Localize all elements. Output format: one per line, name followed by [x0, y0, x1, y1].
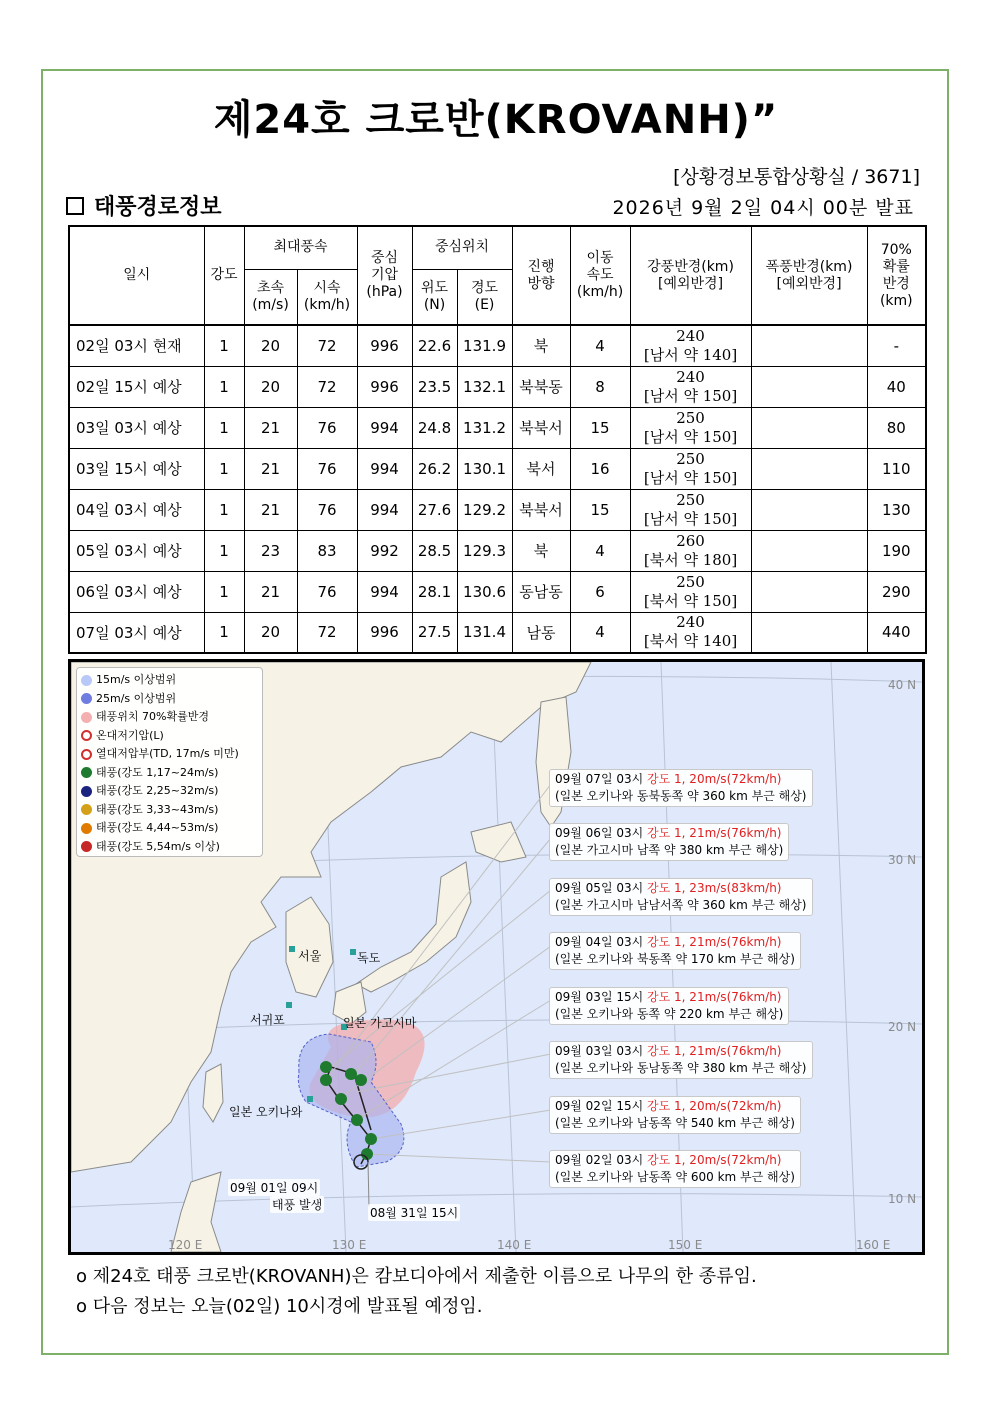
- cell-prob: 80: [867, 407, 926, 448]
- cell-speed: 4: [570, 325, 630, 366]
- callout-line-1: [555, 1043, 807, 1060]
- cell-wind-kmh: 76: [297, 448, 357, 489]
- cell-pressure: 996: [357, 325, 412, 366]
- table-row: [69, 571, 926, 612]
- cell-lon: 131.9: [457, 325, 512, 366]
- checkbox-square-icon: [66, 197, 84, 215]
- office-label: [상황경보통합상황실 / 3671]: [673, 166, 920, 188]
- section-heading: [66, 190, 222, 221]
- cell-lon: 132.1: [457, 366, 512, 407]
- legend-label: 태풍(강도 1,17~24m/s): [96, 765, 219, 779]
- callout-location: (일본 오키나와 동북동쪽 약 360 km 부근 해상): [555, 789, 807, 803]
- cell-prob: 40: [867, 366, 926, 407]
- cell-lat: 28.1: [412, 571, 457, 612]
- callout-time: 09월 05일 03시: [555, 881, 644, 895]
- gale-radius-value: 250: [676, 449, 705, 468]
- gale-radius-value: 250: [676, 572, 705, 591]
- legend-label: 열대저압부(TD, 17m/s 미만): [96, 747, 239, 760]
- header-wind-kmh: 시속 (km/h): [297, 269, 357, 325]
- cell-prob: 290: [867, 571, 926, 612]
- typhoon-track-table: [68, 225, 927, 654]
- typhoon-navy-icon: [81, 786, 92, 797]
- callout-line-1: [555, 989, 783, 1006]
- cell-pressure: 994: [357, 571, 412, 612]
- typhoon-orange-icon: [81, 823, 92, 834]
- header-direction: 진행 방향: [512, 226, 570, 325]
- callout-location: (일본 오키나와 동쪽 약 220 km 부근 해상): [555, 1007, 784, 1021]
- cell-lon: 130.6: [457, 571, 512, 612]
- cell-gale-radius: [630, 571, 751, 612]
- lon-label-130: 130 E: [332, 1238, 367, 1252]
- typhoon-red-icon: [81, 841, 92, 852]
- callout-strength: 강도 1, 21m/s(76km/h): [647, 935, 782, 949]
- cell-lat: 28.5: [412, 530, 457, 571]
- cell-gale-radius: [630, 612, 751, 653]
- cell-wind-ms: 20: [244, 325, 297, 366]
- cell-wind-kmh: 72: [297, 366, 357, 407]
- cell-pressure: 992: [357, 530, 412, 571]
- gale-radius-exception: [남서 약 140]: [643, 345, 738, 364]
- cell-prob: -: [867, 325, 926, 366]
- header-wind-ms: 초속 (m/s): [244, 269, 297, 325]
- cell-speed: 15: [570, 489, 630, 530]
- legend-item: [81, 745, 258, 764]
- track-callout: [549, 823, 789, 861]
- track-callout: [549, 1150, 801, 1188]
- cell-direction: 북북서: [512, 489, 570, 530]
- callout-strength: 강도 1, 21m/s(76km/h): [647, 990, 782, 1004]
- place-label-kagoshima: 일본 가고시마: [343, 1016, 417, 1030]
- gale-radius-exception: [남서 약 150]: [643, 386, 738, 405]
- lat-label-10: 10 N: [888, 1192, 917, 1206]
- callout-location: (일본 가고시마 남쪽 약 380 km 부근 해상): [555, 843, 784, 857]
- legend-label: 15m/s 이상범위: [96, 673, 177, 686]
- callout-time: 09월 03일 03시: [555, 1044, 644, 1058]
- cell-wind-ms: 21: [244, 448, 297, 489]
- cell-direction: 북서: [512, 448, 570, 489]
- cell-wind-ms: 20: [244, 612, 297, 653]
- track-callout: [549, 769, 813, 807]
- table-row: [69, 407, 926, 448]
- header-pressure: 중심 기압 (hPa): [357, 226, 412, 325]
- cell-pressure: 996: [357, 612, 412, 653]
- callout-time: 09월 07일 03시: [555, 772, 644, 786]
- legend-item: [81, 801, 258, 820]
- typhoon-icon: [365, 1133, 377, 1145]
- callout-line-1: [555, 880, 807, 897]
- callout-location: (일본 가고시마 남남서쪽 약 360 km 부근 해상): [555, 898, 807, 912]
- cell-direction: 북: [512, 325, 570, 366]
- header-max-wind: 최대풍속: [244, 226, 357, 269]
- header-lat: 위도 (N): [412, 269, 457, 325]
- cell-intensity: 1: [204, 530, 244, 571]
- cell-wind-kmh: 72: [297, 612, 357, 653]
- cell-lon: 131.2: [457, 407, 512, 448]
- table-row: [69, 366, 926, 407]
- callout-location: (일본 오키나와 남동쪽 약 600 km 부근 해상): [555, 1170, 795, 1184]
- cell-datetime: 02일 15시 예상: [69, 366, 204, 407]
- lat-label-20: 20 N: [888, 1020, 917, 1034]
- callout-line-1: [555, 825, 783, 842]
- seogwipo-marker-icon: [286, 1002, 292, 1008]
- issued-time: 2026년 9월 2일 04시 00분 발표: [612, 197, 914, 219]
- cell-lat: 27.6: [412, 489, 457, 530]
- cell-intensity: 1: [204, 448, 244, 489]
- callout-strength: 강도 1, 21m/s(76km/h): [647, 1044, 782, 1058]
- cell-speed: 6: [570, 571, 630, 612]
- callout-time: 09월 03일 15시: [555, 990, 644, 1004]
- cell-speed: 15: [570, 407, 630, 448]
- gale-radius-value: 250: [676, 408, 705, 427]
- cell-prob: 440: [867, 612, 926, 653]
- table-row: [69, 448, 926, 489]
- header-lon: 경도 (E): [457, 269, 512, 325]
- cell-direction: 동남동: [512, 571, 570, 612]
- genesis-time-label: 09월 01일 09시: [230, 1181, 319, 1195]
- header-speed: 이동 속도 (km/h): [570, 226, 630, 325]
- cell-datetime: 02일 03시 현재: [69, 325, 204, 366]
- typhoon-icon: [320, 1061, 332, 1073]
- header-prob-radius: 70% 확률 반경 (km): [867, 226, 926, 325]
- lat-label-40: 40 N: [888, 678, 917, 692]
- cell-wind-kmh: 72: [297, 325, 357, 366]
- cell-intensity: 1: [204, 366, 244, 407]
- cell-gale-radius: [630, 407, 751, 448]
- cell-wind-ms: 20: [244, 366, 297, 407]
- cell-gale-radius: [630, 325, 751, 366]
- cell-lon: 129.2: [457, 489, 512, 530]
- cell-speed: 8: [570, 366, 630, 407]
- header-gale-radius: 강풍반경(km) [예외반경]: [630, 226, 751, 325]
- dokdo-marker-icon: [350, 949, 356, 955]
- callout-time: 09월 02일 03시: [555, 1153, 644, 1167]
- cell-storm: [751, 325, 867, 366]
- callout-strength: 강도 1, 20m/s(72km/h): [647, 772, 782, 786]
- callout-location: (일본 오키나와 동남동쪽 약 380 km 부근 해상): [555, 1061, 807, 1075]
- cell-lon: 130.1: [457, 448, 512, 489]
- table-row: [69, 530, 926, 571]
- gale-radius-value: 240: [676, 326, 705, 345]
- place-label-seogwipo: 서귀포: [250, 1013, 285, 1027]
- cell-datetime: 04일 03시 예상: [69, 489, 204, 530]
- cell-storm: [751, 448, 867, 489]
- cell-datetime: 03일 15시 예상: [69, 448, 204, 489]
- track-callout: [549, 932, 801, 970]
- callout-location: (일본 오키나와 북동쪽 약 170 km 부근 해상): [555, 952, 795, 966]
- legend-label: 태풍(강도 4,44~53m/s): [96, 821, 219, 834]
- callout-time: 09월 06일 03시: [555, 826, 644, 840]
- cell-prob: 130: [867, 489, 926, 530]
- track-callout: [549, 1096, 801, 1134]
- lat-label-30: 30 N: [888, 853, 917, 867]
- section-title: 태풍경로정보: [94, 195, 222, 220]
- gale-radius-exception: [북서 약 180]: [643, 550, 738, 569]
- cell-storm: [751, 571, 867, 612]
- legend-item: [81, 782, 258, 801]
- header-storm-radius: 폭풍반경(km) [예외반경]: [751, 226, 867, 325]
- gale-radius-exception: [남서 약 150]: [643, 468, 738, 487]
- place-label-okinawa: 일본 오키나와: [229, 1105, 303, 1119]
- legend-label: 태풍(강도 2,25~32m/s): [96, 784, 219, 797]
- cell-datetime: 07일 03시 예상: [69, 612, 204, 653]
- okinawa-marker-icon: [307, 1096, 313, 1102]
- callout-line-1: [555, 1098, 795, 1115]
- header-center: 중심위치: [412, 226, 512, 269]
- gale-radius-exception: [남서 약 150]: [643, 427, 738, 446]
- cell-storm: [751, 407, 867, 448]
- callout-strength: 강도 1, 23m/s(83km/h): [647, 881, 782, 895]
- typhoon-yellow-icon: [81, 804, 92, 815]
- legend-label: 태풍(강도 3,33~43m/s): [96, 802, 219, 816]
- lon-label-150: 150 E: [668, 1238, 703, 1252]
- track-callout: [549, 987, 789, 1025]
- cell-intensity: 1: [204, 325, 244, 366]
- notes: [76, 1262, 757, 1322]
- note-line: o 제24호 태풍 크로반(KROVANH)은 캄보디아에서 제출한 이름으로 나무의 한 종류임.: [76, 1266, 757, 1287]
- cell-pressure: 994: [357, 489, 412, 530]
- cell-lat: 22.6: [412, 325, 457, 366]
- gale-radius-value: 250: [676, 490, 705, 509]
- header-intensity: 강도: [204, 226, 244, 325]
- circle-blue: [81, 693, 92, 704]
- typhoon-icon: [355, 1074, 367, 1086]
- callout-strength: 강도 1, 21m/s(76km/h): [647, 826, 782, 840]
- legend-label: 온대저기압(L): [96, 728, 164, 742]
- cell-gale-radius: [630, 489, 751, 530]
- page-title: 제24호 크로반(KROVANH)”: [213, 97, 779, 143]
- cell-wind-ms: 21: [244, 489, 297, 530]
- cell-prob: 190: [867, 530, 926, 571]
- lon-label-160: 160 E: [856, 1238, 891, 1252]
- place-label-seoul: 서울: [298, 949, 322, 963]
- cell-lat: 27.5: [412, 612, 457, 653]
- cell-intensity: 1: [204, 571, 244, 612]
- legend-item: [81, 819, 258, 838]
- callout-line-1: [555, 771, 807, 788]
- start-time-label: 08월 31일 15시: [370, 1206, 459, 1220]
- typhoon-icon: [335, 1093, 347, 1105]
- legend-item: [81, 764, 258, 783]
- cell-lon: 129.3: [457, 530, 512, 571]
- cell-datetime: 06일 03시 예상: [69, 571, 204, 612]
- table-row: [69, 612, 926, 653]
- circle-light-blue: [81, 675, 92, 686]
- cell-direction: 북북동: [512, 366, 570, 407]
- cell-direction: 남동: [512, 612, 570, 653]
- lon-label-120: 120 E: [168, 1238, 203, 1252]
- legend-item: [81, 838, 258, 857]
- cell-intensity: 1: [204, 612, 244, 653]
- table-row: [69, 489, 926, 530]
- cell-gale-radius: [630, 530, 751, 571]
- callout-time: 09월 02일 15시: [555, 1099, 644, 1113]
- typhoon-icon: [320, 1074, 332, 1086]
- header-datetime: 일시: [69, 226, 204, 325]
- tropical-depression-icon: [81, 749, 92, 760]
- legend-item: [81, 690, 258, 709]
- typhoon-green-icon: [81, 767, 92, 778]
- cell-pressure: 996: [357, 366, 412, 407]
- lon-label-140: 140 E: [497, 1238, 532, 1252]
- seoul-marker-icon: [289, 946, 295, 952]
- cell-datetime: 05일 03시 예상: [69, 530, 204, 571]
- legend-label: 태풍위치 70%확률반경: [96, 710, 209, 723]
- place-label-dokdo: 독도: [357, 951, 381, 965]
- cell-storm: [751, 366, 867, 407]
- cell-storm: [751, 612, 867, 653]
- cell-storm: [751, 489, 867, 530]
- cell-pressure: 994: [357, 407, 412, 448]
- cell-direction: 북: [512, 530, 570, 571]
- cell-speed: 4: [570, 612, 630, 653]
- callout-location: (일본 오키나와 남동쪽 약 540 km 부근 해상): [555, 1116, 795, 1130]
- map-legend: [76, 667, 263, 857]
- cell-lat: 23.5: [412, 366, 457, 407]
- cell-wind-ms: 21: [244, 571, 297, 612]
- cell-wind-kmh: 76: [297, 407, 357, 448]
- typhoon-icon: [351, 1114, 363, 1126]
- genesis-label: 태풍 발생: [272, 1198, 323, 1212]
- cell-speed: 16: [570, 448, 630, 489]
- callout-line-1: [555, 1152, 795, 1169]
- cell-gale-radius: [630, 448, 751, 489]
- cell-speed: 4: [570, 530, 630, 571]
- cell-wind-kmh: 83: [297, 530, 357, 571]
- cell-storm: [751, 530, 867, 571]
- cell-intensity: 1: [204, 489, 244, 530]
- callout-strength: 강도 1, 20m/s(72km/h): [647, 1153, 782, 1167]
- legend-item: [81, 671, 258, 690]
- legend-label: 태풍(강도 5,54m/s 이상): [96, 839, 220, 853]
- gale-radius-exception: [남서 약 150]: [643, 509, 738, 528]
- gale-radius-exception: [북서 약 140]: [643, 632, 738, 651]
- cell-pressure: 994: [357, 448, 412, 489]
- gale-radius-value: 240: [676, 367, 705, 386]
- typhoon-icon: [345, 1068, 357, 1080]
- extratropical-low-icon: [81, 730, 92, 741]
- gale-radius-exception: [북서 약 150]: [643, 591, 738, 610]
- track-callout: [549, 878, 813, 916]
- circle-pink: [81, 712, 92, 723]
- note-line: o 다음 정보는 오늘(02일) 10시경에 발표될 예정임.: [76, 1296, 483, 1317]
- cell-gale-radius: [630, 366, 751, 407]
- legend-item: [81, 727, 258, 746]
- callout-time: 09월 04일 03시: [555, 935, 644, 949]
- legend-label: 25m/s 이상범위: [96, 691, 177, 705]
- track-callout: [549, 1041, 813, 1079]
- callout-strength: 강도 1, 20m/s(72km/h): [647, 1099, 782, 1113]
- cell-wind-kmh: 76: [297, 489, 357, 530]
- cell-datetime: 03일 03시 예상: [69, 407, 204, 448]
- cell-lon: 131.4: [457, 612, 512, 653]
- cell-wind-ms: 21: [244, 407, 297, 448]
- table-row: [69, 325, 926, 366]
- gale-radius-value: 240: [676, 613, 705, 632]
- legend-item: [81, 708, 258, 727]
- cell-wind-ms: 23: [244, 530, 297, 571]
- cell-intensity: 1: [204, 407, 244, 448]
- cell-wind-kmh: 76: [297, 571, 357, 612]
- cell-prob: 110: [867, 448, 926, 489]
- gale-radius-value: 260: [676, 531, 705, 550]
- cell-direction: 북북서: [512, 407, 570, 448]
- cell-lat: 24.8: [412, 407, 457, 448]
- cell-lat: 26.2: [412, 448, 457, 489]
- callout-line-1: [555, 934, 795, 951]
